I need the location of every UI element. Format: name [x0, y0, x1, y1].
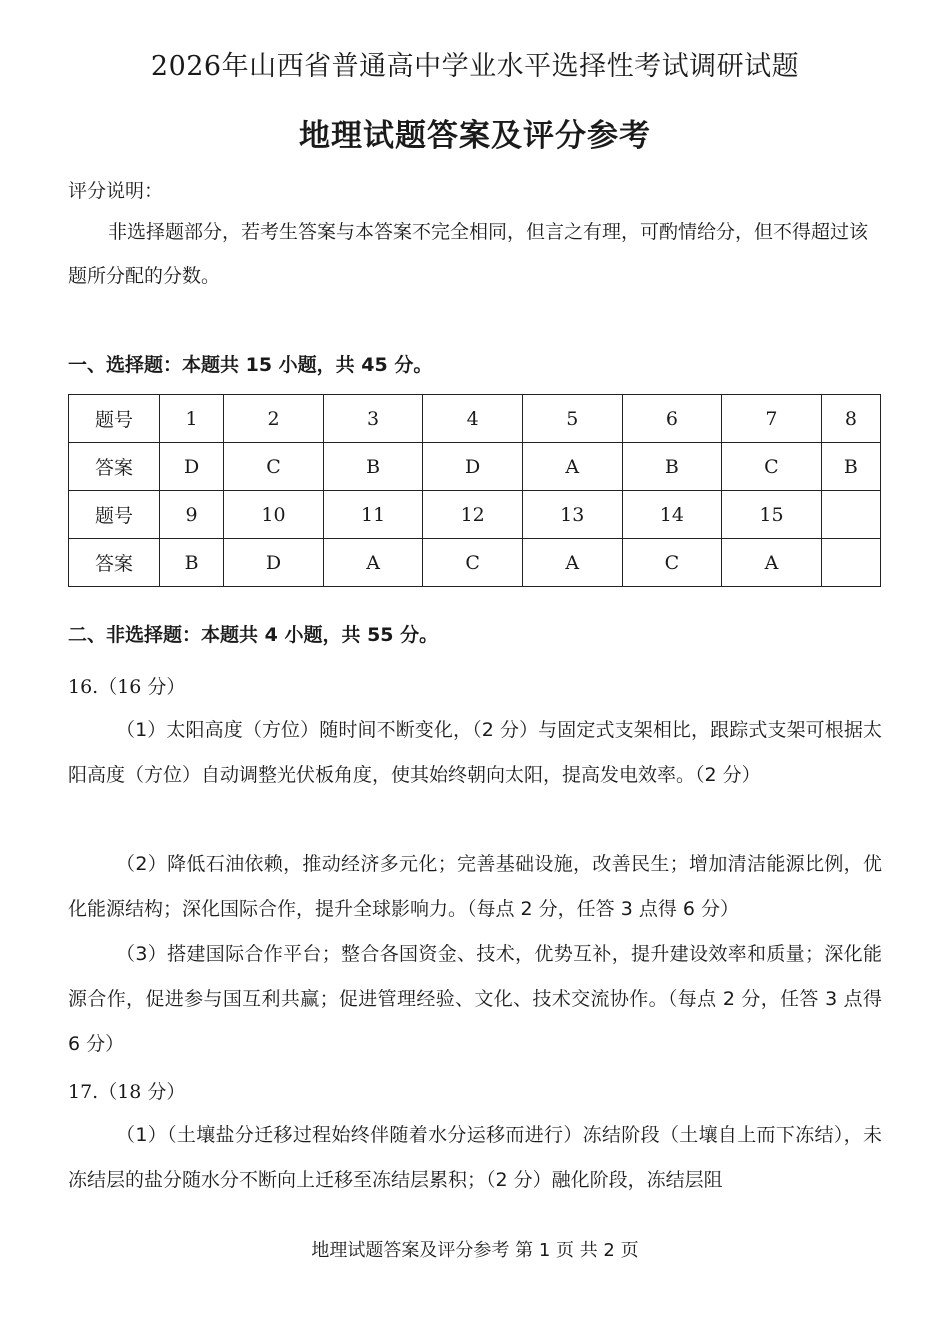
table-cell: A: [522, 443, 622, 491]
table-cell: A: [323, 539, 423, 587]
table-row: [69, 491, 881, 539]
exam-title: 2026年山西省普通高中学业水平选择性考试调研试题: [150, 51, 800, 82]
table-cell: A: [522, 539, 622, 587]
table-cell: D: [224, 539, 324, 587]
table-cell: 1: [160, 395, 224, 443]
table-cell: C: [722, 443, 822, 491]
table-cell: 4: [423, 395, 523, 443]
table-cell: 6: [622, 395, 722, 443]
table-cell: 13: [522, 491, 622, 539]
table-cell: C: [423, 539, 523, 587]
table-cell: C: [622, 539, 722, 587]
table-cell: A: [722, 539, 822, 587]
table-row: [69, 539, 881, 587]
table-cell: B: [622, 443, 722, 491]
page-footer: 地理试题答案及评分参考 第 1 页 共 2 页: [311, 1240, 639, 1261]
table-cell: 10: [224, 491, 324, 539]
table-row: [69, 395, 881, 443]
row-header-cell: 答案: [69, 539, 160, 587]
table-cell: 9: [160, 491, 224, 539]
table-cell: D: [160, 443, 224, 491]
table-cell: 7: [722, 395, 822, 443]
question-16-part3: （3）搭建国际合作平台；整合各国资金、技术，优势互补，提升建设效率和质量；深化能源合作，促进参与国互利共赢；促进管理经验、文化、技术交流协作。（每点 2 分，任答 3 点得 6 分）: [68, 943, 882, 1055]
document-subtitle: 地理试题答案及评分参考: [299, 118, 651, 154]
question-17-part1: （1）（土壤盐分迁移过程始终伴随着水分运移而进行）冻结阶段（土壤自上而下冻结），未冻结层的盐分随水分不断向上迁移至冻结层累积；（2 分）融化阶段，冻结层阻: [68, 1124, 882, 1191]
row-header-cell: 答案: [69, 443, 160, 491]
table-cell: D: [423, 443, 523, 491]
row-header-cell: 题号: [69, 491, 160, 539]
table-cell: [821, 539, 880, 587]
table-cell: B: [160, 539, 224, 587]
table-cell: 3: [323, 395, 423, 443]
table-cell: 8: [821, 395, 880, 443]
grading-notes-label: 评分说明：: [68, 180, 164, 202]
section2-heading: 二、非选择题：本题共 4 小题，共 55 分。: [68, 624, 439, 646]
question-16-part1: （1）太阳高度（方位）随时间不断变化，（2 分）与固定式支架相比，跟踪式支架可根据太阳高度（方位）自动调整光伏板角度，使其始终朝向太阳，提高发电效率。（2 分）: [68, 719, 882, 786]
section1-heading: 一、选择题：本题共 15 小题，共 45 分。: [68, 354, 433, 376]
table-row: [69, 443, 881, 491]
table-cell: 14: [622, 491, 722, 539]
table-cell: 12: [423, 491, 523, 539]
table-cell: [821, 491, 880, 539]
table-cell: 5: [522, 395, 622, 443]
question-16-heading: 16.（16 分）: [68, 676, 186, 698]
table-cell: B: [821, 443, 880, 491]
table-cell: C: [224, 443, 324, 491]
row-header-cell: 题号: [69, 395, 160, 443]
table-cell: B: [323, 443, 423, 491]
answer-table: [68, 394, 881, 587]
question-16-part2: （2）降低石油依赖，推动经济多元化；完善基础设施，改善民生；增加清洁能源比例，优化能源结构；深化国际合作，提升全球影响力。（每点 2 分，任答 3 点得 6 分）: [68, 853, 882, 920]
grading-notes-text: 非选择题部分，若考生答案与本答案不完全相同，但言之有理，可酌情给分，但不得超过该题所分配的分数。: [68, 221, 869, 287]
table-cell: 2: [224, 395, 324, 443]
question-17-heading: 17.（18 分）: [68, 1081, 186, 1103]
table-cell: 15: [722, 491, 822, 539]
table-cell: 11: [323, 491, 423, 539]
